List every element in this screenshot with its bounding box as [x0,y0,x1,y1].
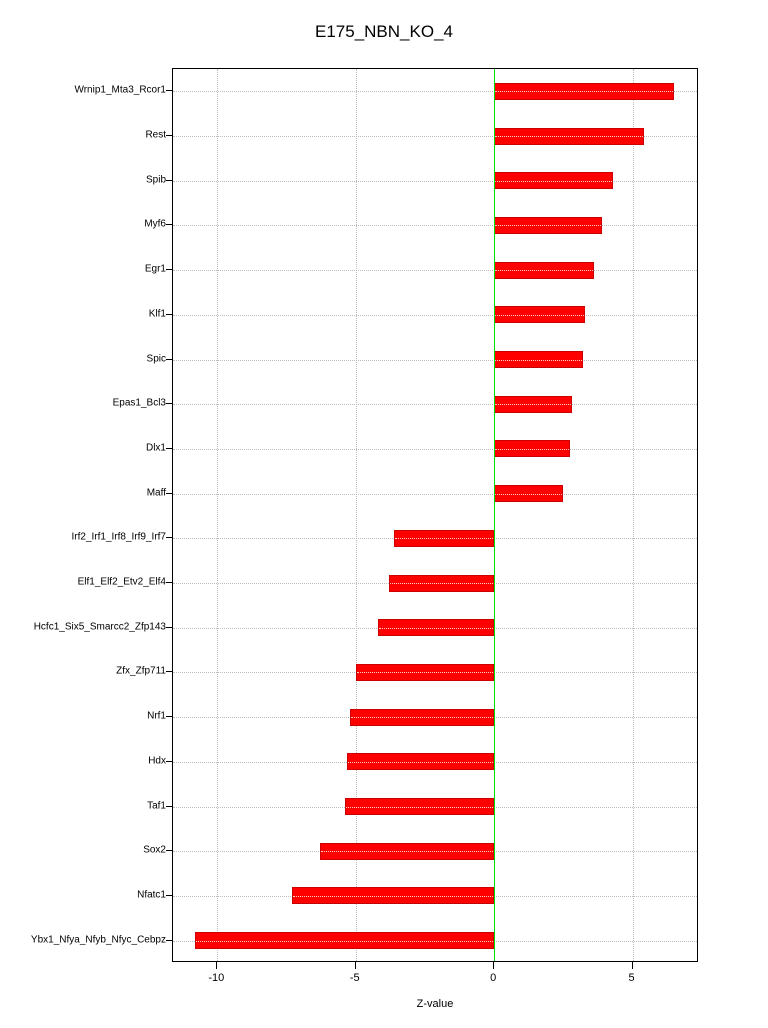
bar [494,351,583,368]
bar [494,396,572,413]
y-axis-tick-label: Hdx [148,755,166,767]
grid-line [173,404,697,405]
y-axis-tick-label: Dlx1 [145,442,166,454]
y-axis-tick-label: Taf1 [147,800,166,812]
y-axis-tick-label: Rest [145,129,166,141]
y-axis-tick-label: Myf6 [144,218,166,230]
y-axis-tick-label: Elf1_Elf2_Etv2_Elf4 [77,576,166,588]
bar [347,753,494,770]
zero-reference-line [494,69,495,961]
grid-line [173,449,697,450]
x-axis-tick-label: 0 [490,972,497,984]
bar [494,128,643,145]
y-axis-tick-label: Sox2 [143,844,166,856]
plot-area [172,68,698,962]
vertical-grid-line [356,69,357,961]
bar [292,887,494,904]
y-axis-tick-label: Hcfc1_Six5_Smarcc2_Zfp143 [33,621,166,633]
bar [356,664,494,681]
grid-line [173,270,697,271]
grid-line [173,181,697,182]
x-axis-tick [493,962,494,969]
y-axis-tick-label: Ybx1_Nfya_Nfyb_Nfyc_Cebpz [30,934,166,946]
y-axis-tick-label: Klf1 [148,308,166,320]
bar [494,306,585,323]
grid-line [173,225,697,226]
x-axis-tick-label: 5 [628,972,635,984]
bar [195,932,494,949]
vertical-grid-line [633,69,634,961]
bar [494,440,570,457]
y-axis-tick-label: Spic [146,353,166,365]
y-axis-tick-label: Nrf1 [147,710,166,722]
grid-line [173,315,697,316]
x-axis-tick [355,962,356,969]
bar [350,709,494,726]
y-axis-tick-label: Zfx_Zfp711 [116,665,166,677]
bar [494,172,613,189]
x-axis-tick-label: -5 [349,972,360,984]
bar [494,262,594,279]
bar [320,843,494,860]
x-axis [172,962,698,1022]
bar [389,575,494,592]
x-axis-tick [216,962,217,969]
bar [394,530,494,547]
grid-line [173,494,697,495]
y-axis-labels [0,68,172,962]
vertical-grid-line [217,69,218,961]
bar [494,83,674,100]
y-axis-tick-label: Spib [145,174,166,186]
bar [378,619,494,636]
bar [494,217,602,234]
y-axis-tick-label: Egr1 [144,263,166,275]
y-axis-tick-label: Epas1_Bcl3 [112,397,166,409]
y-axis-tick-label: Maff [146,487,166,499]
y-axis-tick-label: Wrnip1_Mta3_Rcor1 [74,84,166,96]
y-axis-tick-label: Irf2_Irf1_Irf8_Irf9_Irf7 [71,531,166,543]
y-axis-tick-label: Nfatc1 [137,889,166,901]
x-axis-tick [632,962,633,969]
bar [345,798,494,815]
chart-title: E175_NBN_KO_4 [315,22,453,41]
x-axis-title: Z-value [416,998,454,1010]
grid-line [173,360,697,361]
bar [494,485,563,502]
x-axis-tick-label: -10 [208,972,225,984]
